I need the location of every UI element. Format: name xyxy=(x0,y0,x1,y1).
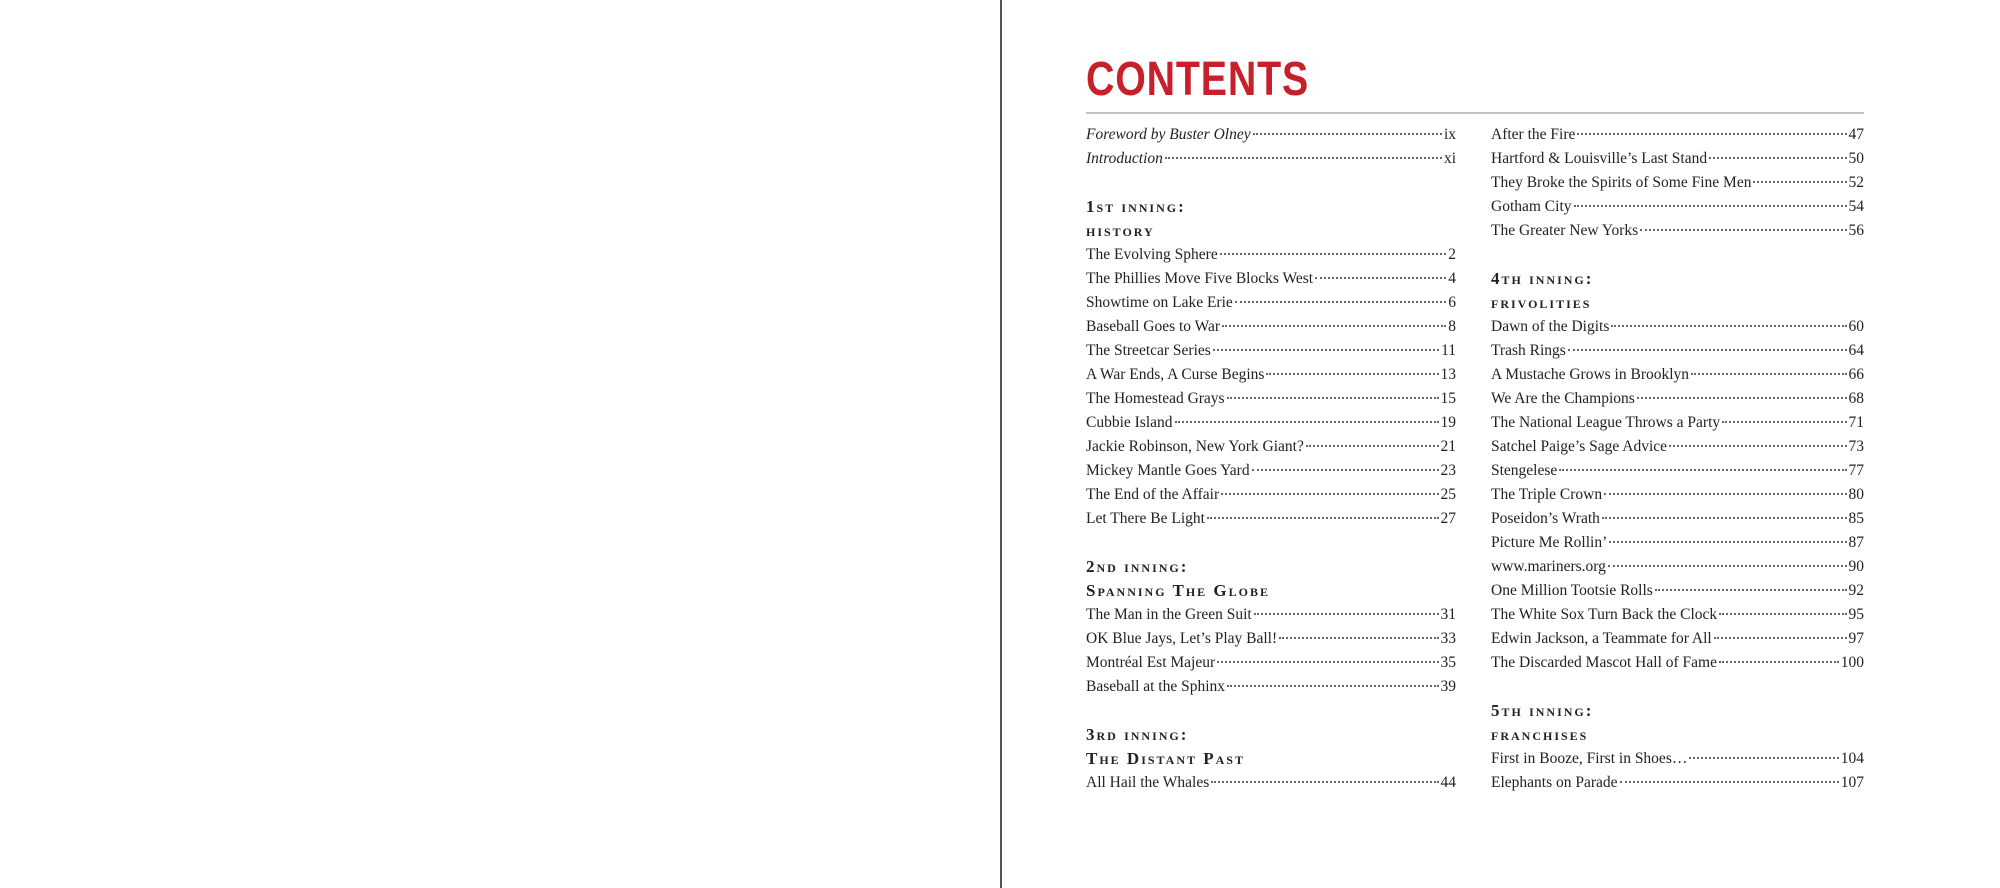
section-heading: The Distant Past xyxy=(1086,749,1245,768)
toc-entry-title: All Hail the Whales xyxy=(1086,774,1210,791)
dot-leader xyxy=(1559,469,1846,471)
toc-entry-title: Mickey Mantle Goes Yard xyxy=(1086,462,1250,479)
page-title: CONTENTS xyxy=(1086,53,1310,106)
toc-entry-title: Hartford & Louisville’s Last Stand xyxy=(1491,150,1708,167)
toc-entry-title: The White Sox Turn Back the Clock xyxy=(1491,606,1718,623)
toc-entry-title: The Greater New Yorks xyxy=(1491,222,1639,239)
toc-entry[interactable] xyxy=(1491,555,1864,579)
toc-entry-title: OK Blue Jays, Let’s Play Ball! xyxy=(1086,630,1278,647)
toc-entry-page: 25 xyxy=(1440,486,1456,503)
toc-entry[interactable] xyxy=(1491,627,1864,651)
toc-column-right xyxy=(1491,123,1864,795)
toc-entry[interactable] xyxy=(1491,123,1864,147)
toc-entry[interactable] xyxy=(1086,483,1456,507)
toc-entry[interactable] xyxy=(1491,651,1864,675)
toc-entry-page: 6 xyxy=(1448,294,1456,311)
dot-leader xyxy=(1574,205,1847,207)
toc-entry-page: 95 xyxy=(1848,606,1864,623)
toc-entry-page: 56 xyxy=(1848,222,1864,239)
toc-entry[interactable] xyxy=(1086,387,1456,411)
toc-entry-page: ix xyxy=(1443,126,1456,143)
toc-entry[interactable] xyxy=(1491,459,1864,483)
dot-leader xyxy=(1604,493,1846,495)
dot-leader xyxy=(1220,253,1447,255)
toc-entry-title: The National League Throws a Party xyxy=(1491,414,1721,431)
dot-leader xyxy=(1221,493,1438,495)
dot-leader xyxy=(1568,349,1847,351)
section-inning-label: 5th inning: xyxy=(1491,701,1594,720)
dot-leader xyxy=(1577,133,1846,135)
toc-entry-page: 2 xyxy=(1448,246,1456,263)
toc-entry[interactable] xyxy=(1491,579,1864,603)
dot-leader xyxy=(1669,445,1846,447)
toc-entry[interactable] xyxy=(1491,507,1864,531)
section-heading: Spanning The Globe xyxy=(1086,581,1271,600)
dot-leader xyxy=(1235,301,1446,303)
toc-entry-page: 23 xyxy=(1440,462,1456,479)
dot-leader xyxy=(1253,133,1442,135)
toc-entry-page: 50 xyxy=(1848,150,1864,167)
section-heading: franchises xyxy=(1491,725,1589,744)
toc-entry-title: The End of the Affair xyxy=(1086,486,1220,503)
toc-entry-title: The Evolving Sphere xyxy=(1086,246,1218,263)
dot-leader xyxy=(1719,613,1846,615)
dot-leader xyxy=(1227,397,1439,399)
contents-page xyxy=(1002,0,2000,888)
toc-entry[interactable] xyxy=(1086,363,1456,387)
toc-entry-title: After the Fire xyxy=(1491,126,1576,143)
toc-entry[interactable] xyxy=(1086,291,1456,315)
toc-entry-page: 68 xyxy=(1848,390,1864,407)
section-heading: frivolities xyxy=(1491,293,1592,312)
toc-entry-page: 27 xyxy=(1440,510,1456,527)
toc-entry-title: Showtime on Lake Erie xyxy=(1086,294,1233,311)
toc-entry[interactable] xyxy=(1086,243,1456,267)
toc-entry-title: Cubbie Island xyxy=(1086,414,1173,431)
toc-entry[interactable] xyxy=(1491,339,1864,363)
dot-leader xyxy=(1691,373,1846,375)
toc-entry-title: Edwin Jackson, a Teammate for All xyxy=(1491,630,1712,647)
toc-entry-title: The Streetcar Series xyxy=(1086,342,1211,359)
toc-entry-page: 4 xyxy=(1448,270,1456,287)
toc-entry-title: Picture Me Rollin’ xyxy=(1491,534,1608,551)
toc-entry-title: Introduction xyxy=(1086,150,1163,167)
dot-leader xyxy=(1165,157,1442,159)
toc-entry-page: 80 xyxy=(1848,486,1864,503)
toc-entry[interactable] xyxy=(1491,483,1864,507)
dot-leader xyxy=(1254,613,1439,615)
dot-leader xyxy=(1222,325,1446,327)
dot-leader xyxy=(1640,229,1846,231)
toc-entry[interactable] xyxy=(1086,603,1456,627)
dot-leader xyxy=(1279,637,1438,639)
dot-leader xyxy=(1306,445,1439,447)
section-inning-label: 3rd inning: xyxy=(1086,725,1189,744)
toc-entry[interactable] xyxy=(1086,435,1456,459)
toc-entry-page: 13 xyxy=(1440,366,1456,383)
toc-entry-page: 8 xyxy=(1448,318,1456,335)
toc-entry-title: Baseball at the Sphinx xyxy=(1086,678,1226,695)
dot-leader xyxy=(1207,517,1439,519)
dot-leader xyxy=(1609,541,1846,543)
section-inning-label: 1st inning: xyxy=(1086,197,1186,216)
toc-entry-page: 21 xyxy=(1440,438,1456,455)
toc-entry-page: 64 xyxy=(1848,342,1864,359)
toc-entry-title: Elephants on Parade xyxy=(1491,774,1618,791)
toc-column-left xyxy=(1086,123,1456,795)
toc-entry-page: 90 xyxy=(1848,558,1864,575)
dot-leader xyxy=(1689,757,1838,759)
toc-entry[interactable] xyxy=(1086,627,1456,651)
dot-leader xyxy=(1602,517,1847,519)
toc-entry-page: 47 xyxy=(1848,126,1864,143)
toc-entry[interactable] xyxy=(1086,651,1456,675)
toc-entry[interactable] xyxy=(1491,171,1864,195)
toc-entry-page: 87 xyxy=(1848,534,1864,551)
toc-entry[interactable] xyxy=(1491,771,1864,795)
toc-entry[interactable] xyxy=(1491,195,1864,219)
dot-leader xyxy=(1608,565,1847,567)
toc-entry[interactable] xyxy=(1491,147,1864,171)
toc-entry[interactable] xyxy=(1491,411,1864,435)
toc-entry-title: We Are the Champions xyxy=(1491,390,1635,407)
toc-entry-page: 11 xyxy=(1441,342,1456,359)
toc-entry-page: 92 xyxy=(1848,582,1864,599)
toc-entry-title: They Broke the Spirits of Some Fine Men xyxy=(1491,174,1752,191)
toc-entry-page: 54 xyxy=(1848,198,1864,215)
toc-entry-page: 77 xyxy=(1848,462,1864,479)
dot-leader xyxy=(1611,325,1846,327)
toc-entry-page: 52 xyxy=(1848,174,1864,191)
toc-entry-title: One Million Tootsie Rolls xyxy=(1491,582,1653,599)
toc-entry-title: Let There Be Light xyxy=(1086,510,1205,527)
dot-leader xyxy=(1252,469,1439,471)
toc-entry-title: Baseball Goes to War xyxy=(1086,318,1221,335)
dot-leader xyxy=(1709,157,1846,159)
toc-entry-page: 100 xyxy=(1840,654,1864,671)
toc-entry-title: Poseidon’s Wrath xyxy=(1491,510,1600,527)
dot-leader xyxy=(1620,781,1839,783)
toc-entry-title: First in Booze, First in Shoes… xyxy=(1491,750,1688,767)
toc-entry-title: Trash Rings xyxy=(1491,342,1566,359)
toc-entry[interactable] xyxy=(1086,507,1456,531)
toc-entry[interactable] xyxy=(1491,435,1864,459)
section-inning-label: 2nd inning: xyxy=(1086,557,1189,576)
toc-entry[interactable] xyxy=(1086,267,1456,291)
dot-leader xyxy=(1227,685,1438,687)
dot-leader xyxy=(1714,637,1847,639)
title-divider xyxy=(1086,112,1864,114)
toc-entry-page: 107 xyxy=(1840,774,1864,791)
toc-entry-page: 66 xyxy=(1848,366,1864,383)
dot-leader xyxy=(1637,397,1847,399)
toc-entry-title: Foreword by Buster Olney xyxy=(1086,126,1251,143)
toc-entry-page: 31 xyxy=(1440,606,1456,623)
toc-entry-title: Stengelese xyxy=(1491,462,1558,479)
toc-entry[interactable] xyxy=(1086,675,1456,699)
toc-entry-page: 73 xyxy=(1848,438,1864,455)
toc-entry-title: Satchel Paige’s Sage Advice xyxy=(1491,438,1668,455)
toc-entry-title: Gotham City xyxy=(1491,198,1572,215)
toc-entry-page: 60 xyxy=(1848,318,1864,335)
dot-leader xyxy=(1655,589,1847,591)
toc-entry-title: The Triple Crown xyxy=(1491,486,1603,503)
toc-entry-page: 35 xyxy=(1440,654,1456,671)
toc-entry-title: The Man in the Green Suit xyxy=(1086,606,1252,623)
toc-entry[interactable] xyxy=(1086,339,1456,363)
toc-entry-page: 39 xyxy=(1440,678,1456,695)
toc-entry-title: Montréal Est Majeur xyxy=(1086,654,1216,671)
toc-entry-page: 97 xyxy=(1848,630,1864,647)
toc-entry[interactable] xyxy=(1086,315,1456,339)
dot-leader xyxy=(1753,181,1846,183)
dot-leader xyxy=(1175,421,1439,423)
dot-leader xyxy=(1719,661,1839,663)
toc-entry-page: 85 xyxy=(1848,510,1864,527)
toc-entry[interactable] xyxy=(1086,459,1456,483)
dot-leader xyxy=(1217,661,1438,663)
toc-entry-title: The Discarded Mascot Hall of Fame xyxy=(1491,654,1717,671)
dot-leader xyxy=(1266,373,1438,375)
toc-entry-title: www.mariners.org xyxy=(1491,558,1606,575)
section-heading: history xyxy=(1086,221,1155,240)
toc-entry-title: Jackie Robinson, New York Giant? xyxy=(1086,438,1304,455)
toc-entry-page: 44 xyxy=(1440,774,1456,791)
dot-leader xyxy=(1722,421,1846,423)
toc-entry[interactable] xyxy=(1086,411,1456,435)
dot-leader xyxy=(1213,349,1439,351)
toc-entry-page: 33 xyxy=(1440,630,1456,647)
toc-entry[interactable] xyxy=(1086,771,1456,795)
toc-entry[interactable] xyxy=(1491,315,1864,339)
toc-entry-title: A Mustache Grows in Brooklyn xyxy=(1491,366,1690,383)
toc-entry[interactable] xyxy=(1491,531,1864,555)
toc-entry-introduction[interactable] xyxy=(1086,147,1456,171)
toc-entry[interactable] xyxy=(1491,387,1864,411)
toc-entry[interactable] xyxy=(1491,363,1864,387)
toc-entry-page: xi xyxy=(1443,150,1456,167)
toc-entry-foreword[interactable] xyxy=(1086,123,1456,147)
toc-entry-page: 15 xyxy=(1440,390,1456,407)
dot-leader xyxy=(1315,277,1446,279)
section-inning-label: 4th inning: xyxy=(1491,269,1594,288)
toc-entry-title: Dawn of the Digits xyxy=(1491,318,1610,335)
toc-entry-title: The Homestead Grays xyxy=(1086,390,1225,407)
toc-entry[interactable] xyxy=(1491,747,1864,771)
toc-entry-title: A War Ends, A Curse Begins xyxy=(1086,366,1265,383)
dot-leader xyxy=(1211,781,1438,783)
toc-entry-page: 71 xyxy=(1848,414,1864,431)
toc-entry-title: The Phillies Move Five Blocks West xyxy=(1086,270,1314,287)
toc-entry[interactable] xyxy=(1491,219,1864,243)
toc-entry[interactable] xyxy=(1491,603,1864,627)
toc-entry-page: 104 xyxy=(1840,750,1864,767)
toc-entry-page: 19 xyxy=(1440,414,1456,431)
